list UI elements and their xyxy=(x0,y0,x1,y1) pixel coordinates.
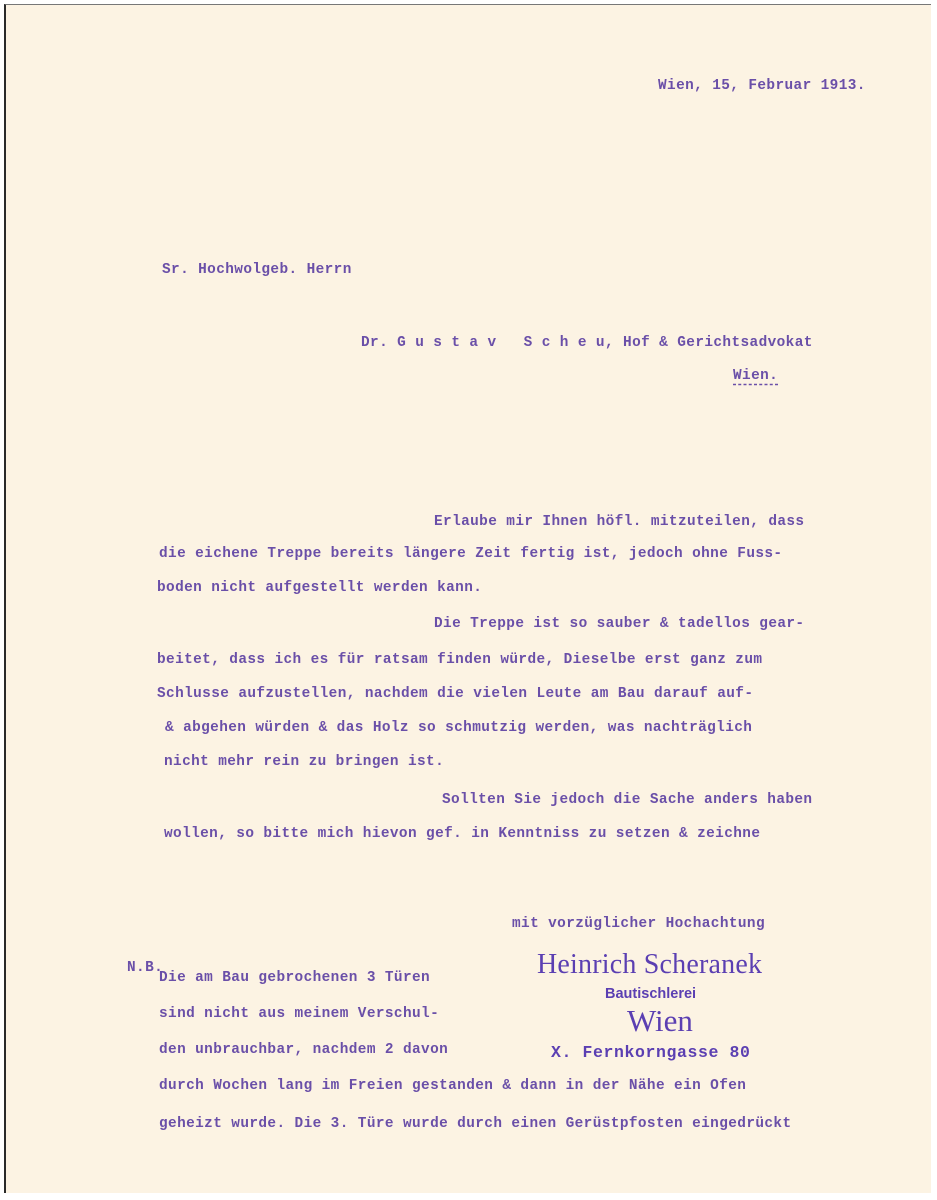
recipient-city: Wien. xyxy=(733,368,779,384)
stamp-trade: Bautischlerei xyxy=(605,986,697,1002)
body-line: boden nicht aufgestellt werden kann. xyxy=(157,580,483,596)
body-line: Sollten Sie jedoch die Sache anders haben xyxy=(442,792,813,808)
body-line: wollen, so bitte mich hievon gef. in Kenntniss zu setzen & zeichne xyxy=(164,826,761,842)
stamp-address: X. Fernkorngasse 80 xyxy=(551,1043,751,1062)
body-line: beitet, dass ich es für ratsam finden würde, Dieselbe erst ganz zum xyxy=(157,652,763,668)
body-line: nicht mehr rein zu bringen ist. xyxy=(164,754,445,770)
nb-line: sind nicht aus meinem Verschul- xyxy=(159,1006,440,1022)
letter-date: Wien, 15, Februar 1913. xyxy=(658,78,866,94)
recipient-line: Dr. G u s t a v S c h e u, Hof & Gerichtsadvokat xyxy=(361,335,813,351)
salutation: Sr. Hochwolgeb. Herrn xyxy=(162,262,352,278)
stamp-name: Heinrich Scheranek xyxy=(537,949,763,980)
body-line: die eichene Treppe bereits längere Zeit fertig ist, jedoch ohne Fuss- xyxy=(159,546,783,562)
body-line: Die Treppe ist so sauber & tadellos gear- xyxy=(434,616,805,632)
nb-label: N.B. xyxy=(127,960,164,976)
letter-page xyxy=(4,4,931,1193)
body-line: & abgehen würden & das Holz so schmutzig werden, was nachträglich xyxy=(165,720,753,736)
nb-line: durch Wochen lang im Freien gestanden & dann in der Nähe ein Ofen xyxy=(159,1078,747,1094)
nb-line: den unbrauchbar, nachdem 2 davon xyxy=(159,1042,449,1058)
body-line: Erlaube mir Ihnen höfl. mitzuteilen, dass xyxy=(434,514,805,530)
body-line: Schlusse aufzustellen, nachdem die vielen Leute am Bau darauf auf- xyxy=(157,686,754,702)
nb-line: geheizt wurde. Die 3. Türe wurde durch einen Gerüstpfosten eingedrückt xyxy=(159,1116,792,1132)
closing: mit vorzüglicher Hochachtung xyxy=(512,916,766,932)
nb-line: Die am Bau gebrochenen 3 Türen xyxy=(159,970,431,986)
stamp-city: Wien xyxy=(627,1003,693,1038)
